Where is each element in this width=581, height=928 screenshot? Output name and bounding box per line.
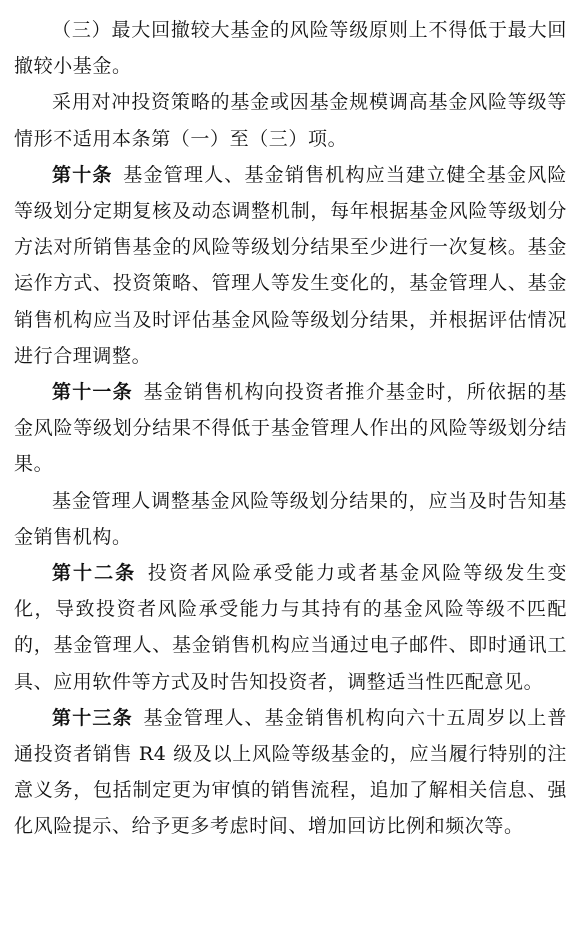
paragraph-article-11-notice [14, 483, 567, 555]
paragraph-text: （三）最大回撤较大基金的风险等级原则上不得低于最大回撤较小基金。 [14, 19, 567, 78]
paragraph-article-12 [14, 555, 567, 700]
paragraph-text: 基金销售机构向投资者推介基金时，所依据的基金风险等级划分结果不得低于基金管理人作出的风险等级划分结果。 [14, 381, 567, 476]
article-heading: 第十三条 [52, 706, 133, 729]
paragraph-article-13 [14, 700, 567, 845]
article-heading: 第十一条 [52, 381, 133, 404]
paragraph-article-11 [14, 374, 567, 483]
paragraph-text: 采用对冲投资策略的基金或因基金规模调高基金风险等级等情形不适用本条第（一）至（三）项。 [14, 91, 567, 150]
article-heading: 第十条 [52, 163, 113, 186]
paragraph-text: 基金管理人、基金销售机构应当建立健全基金风险等级划分定期复核及动态调整机制，每年根据基金风险等级划分方法对所销售基金的风险等级划分结果至少进行一次复核。基金运作方式、投资策略、管理人等发生变化的，基金管理人、基金销售机构应当及时评估基金风险等级划分结果，并根据评估情况进行合理调整。 [14, 163, 567, 367]
paragraph-hedging-exception [14, 84, 567, 156]
paragraph-clause-3 [14, 12, 567, 84]
paragraph-text: 基金管理人、基金销售机构向六十五周岁以上普通投资者销售 R4 级及以上风险等级基金的，应当履行特别的注意义务，包括制定更为审慎的销售流程，追加了解相关信息、强化风险提示、给予更多考虑时间、增加回访比例和频次等。 [14, 706, 567, 838]
paragraph-text: 投资者风险承受能力或者基金风险等级发生变化，导致投资者风险承受能力与其持有的基金风险等级不匹配的，基金管理人、基金销售机构应当通过电子邮件、即时通讯工具、应用软件等方式及时告知投资者，调整适当性匹配意见。 [14, 562, 567, 693]
paragraph-article-10 [14, 157, 567, 374]
article-heading: 第十二条 [52, 562, 137, 585]
paragraph-text: 基金管理人调整基金风险等级划分结果的，应当及时告知基金销售机构。 [14, 489, 567, 548]
